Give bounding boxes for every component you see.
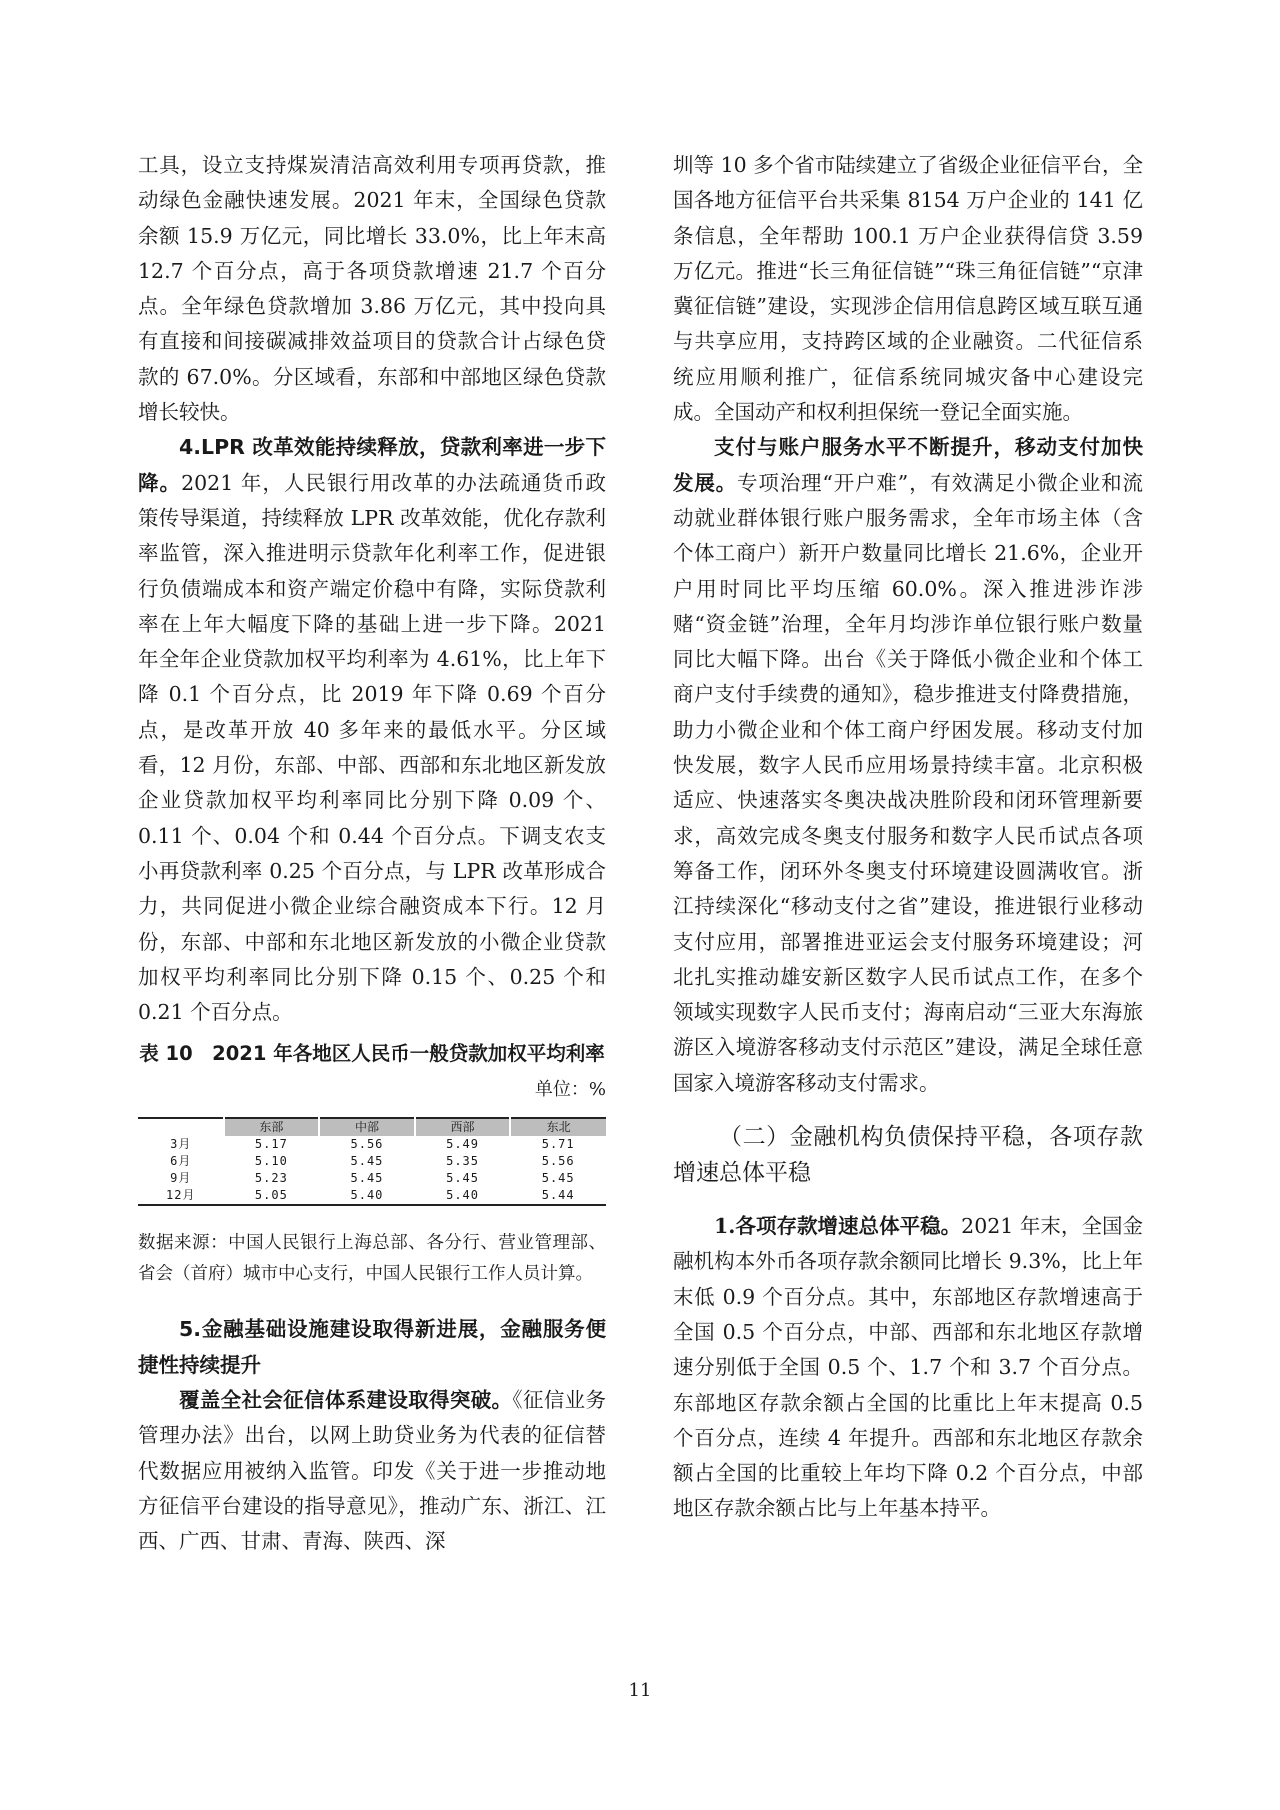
table-source-note: 数据来源：中国人民银行上海总部、各分行、营业管理部、省会（首府）城市中心支行，中国人民银行工作人员计算。 — [138, 1233, 606, 1285]
table-cell: 5.40 — [350, 1188, 384, 1203]
table-row — [138, 1170, 606, 1187]
paragraph-lpr-body: 2021 年，人民银行用改革的办法疏通货币政策传导渠道，持续释放 LPR 改革效能，优化存款利率监管，深入推进明示贷款年化利率工作，促进银行负债端成本和资产端定价稳中有降，实际贷款利率在上年大幅度下降的基础上进一步下降。2021 年全年企业贷款加权平均利率为 4.61%，比上年下降 0.1 个百分点，比 2019 年下降 0.69 个百分点，是改革开放 40 多年来的最低水平。分区域看，12 月份，东部、中部、西部和东北地区新发放企业贷款加权平均利率同比分别下降 0.09 个、0.11 个、0.04 个和 0.44 个百分点。下调支农支小再贷款利率 0.25 个百分点，与 LPR 改革形成合力，共同促进小微企业综合融资成本下行。12 月份，东部、中部和东北地区新发放的小微企业贷款加权平均利率同比分别下降 0.15 个、0.25 个和 0.21 个百分点。 — [138, 470, 607, 1025]
table-cell: 3月 — [170, 1137, 192, 1152]
paragraph-deposits-body: 2021 年末，全国金融机构本外币各项存款余额同比增长 9.3%，比上年末低 0.9 个百分点。其中，东部地区存款增速高于全国 0.5 个百分点，中部、西部和东北地区存款增速分别低于全国 0.5 个、1.7 个和 3.7 个百分点。东部地区存款余额占全国的比重比上年末提高 0.5 个百分点，连续 4 年提升。西部和东北地区存款余额占全国的比重较上年均下降 0.2 个百分点，中部地区存款余额占比与上年基本持平。 — [673, 1214, 1143, 1521]
table-cell: 5.17 — [254, 1137, 288, 1152]
table-header-cell: 东部 — [224, 1118, 320, 1136]
right-column — [673, 148, 1143, 1527]
table-row — [138, 1153, 606, 1170]
page-number: 11 — [628, 1680, 652, 1701]
heading-deposits: 1.各项存款增速总体平稳。 — [714, 1214, 962, 1239]
table-cell: 5.71 — [541, 1137, 575, 1152]
table-cell: 5.44 — [541, 1188, 575, 1203]
table-header-row — [138, 1118, 606, 1136]
table-header-cell: 西部 — [415, 1118, 511, 1136]
paragraph-credit-system — [138, 1383, 606, 1559]
table-cell: 5.45 — [350, 1171, 384, 1186]
table-cell: 5.23 — [254, 1171, 288, 1186]
section-heading-liabilities: （二）金融机构负债保持平稳，各项存款增速总体平稳 — [673, 1124, 1143, 1187]
paragraph-green-loans: 工具，设立支持煤炭清洁高效利用专项再贷款，推动绿色金融快速发展。2021 年末，全国绿色贷款余额 15.9 万亿元，同比增长 33.0%，比上年末高 12.7 个百分点，高于各项贷款增速 21.7 个百分点。全年绿色贷款增加 3.86 万亿元，其中投向具有直接和间接碳减排效益项目的贷款合计占绿色贷款的 67.0%。分区域看，东部和中部地区绿色贷款增长较快。 — [138, 153, 606, 425]
paragraph-credit-platform: 圳等 10 多个省市陆续建立了省级企业征信平台，全国各地方征信平台共采集 8154 万户企业的 141 亿条信息，全年帮助 100.1 万户企业获得信贷 3.59 万亿元。推进“长三角征信链”“珠三角征信链”“京津冀征信链”建设，实现涉企信用信息跨区域互联互通与共享应用，支持跨区域的企业融资。二代征信系统应用顺利推广，征信系统同城灾备中心建设完成。全国动产和权利担保统一登记全面实施。 — [673, 153, 1143, 425]
table-cell: 5.45 — [541, 1171, 575, 1186]
loan-rate-table — [138, 1117, 606, 1206]
table-header-cell: 东北 — [510, 1118, 606, 1136]
paragraph-credit-body: 《征信业务管理办法》出台，以网上助贷业务为代表的征信替代数据应用被纳入监管。印发《关于进一步推动地方征信平台建设的指导意见》，推动广东、浙江、江西、广西、甘肃、青海、陕西、深 — [138, 1388, 607, 1554]
paragraph-payment-body: 专项治理“开户难”，有效满足小微企业和流动就业群体银行账户服务需求，全年市场主体（含个体工商户）新开户数量同比增长 21.6%，企业开户用时同比平均压缩 60.0%。深入推进涉诈涉赌“资金链”治理，全年月均涉诈单位银行账户数量同比大幅下降。出台《关于降低小微企业和个体工商户支付手续费的通知》，稳步推进支付降费措施，助力小微企业和个体工商户纾困发展。移动支付加快发展，数字人民币应用场景持续丰富。北京积极适应、快速落实冬奥决战决胜阶段和闭环管理新要求，高效完成冬奥支付服务和数字人民币试点各项筹备工作，闭环外冬奥支付环境建设圆满收官。浙江持续深化“移动支付之省”建设，推进银行业移动支付应用，部署推进亚运会支付服务环境建设；河北扎实推动雄安新区数字人民币试点工作，在多个领域实现数字人民币支付；海南启动“三亚大东海旅游区入境游客移动支付示范区”建设，满足全球任意国家入境游客移动支付需求。 — [673, 470, 1143, 1095]
table-cell: 5.56 — [541, 1154, 575, 1169]
table-cell: 12月 — [166, 1188, 196, 1203]
table-cell: 5.35 — [446, 1154, 479, 1169]
table-row — [138, 1136, 606, 1153]
table-cell: 5.10 — [254, 1154, 288, 1169]
table-header-cell: 中部 — [319, 1118, 415, 1136]
left-column — [138, 148, 606, 1560]
table-header-cell — [138, 1118, 224, 1136]
table-row — [138, 1187, 606, 1205]
table-cell: 9月 — [170, 1171, 192, 1186]
table-cell: 5.49 — [446, 1137, 479, 1152]
table-cell: 5.40 — [446, 1188, 479, 1203]
subheading-credit-system: 覆盖全社会征信体系建设取得突破。 — [179, 1388, 513, 1413]
table-cell: 5.45 — [350, 1154, 384, 1169]
table-unit: 单位：% — [534, 1079, 606, 1101]
table-caption: 表 10 2021 年各地区人民币一般贷款加权平均利率 — [139, 1042, 605, 1066]
table-cell: 5.05 — [254, 1188, 288, 1203]
paragraph-deposits — [673, 1209, 1143, 1527]
paragraph-lpr-reform — [138, 430, 606, 1030]
heading-lpr-reform: 4.LPR 改革效能持续释放，贷款利率进一步下降。 — [138, 435, 606, 495]
heading-payment-services: 支付与账户服务水平不断提升，移动支付加快发展。 — [673, 435, 1143, 495]
heading-financial-infrastructure: 5.金融基础设施建设取得新进展，金融服务便捷性持续提升 — [138, 1317, 606, 1377]
table-cell: 5.56 — [350, 1137, 384, 1152]
table-cell: 5.45 — [446, 1171, 479, 1186]
paragraph-payment-services — [673, 430, 1143, 1101]
table-cell: 6月 — [170, 1154, 192, 1169]
